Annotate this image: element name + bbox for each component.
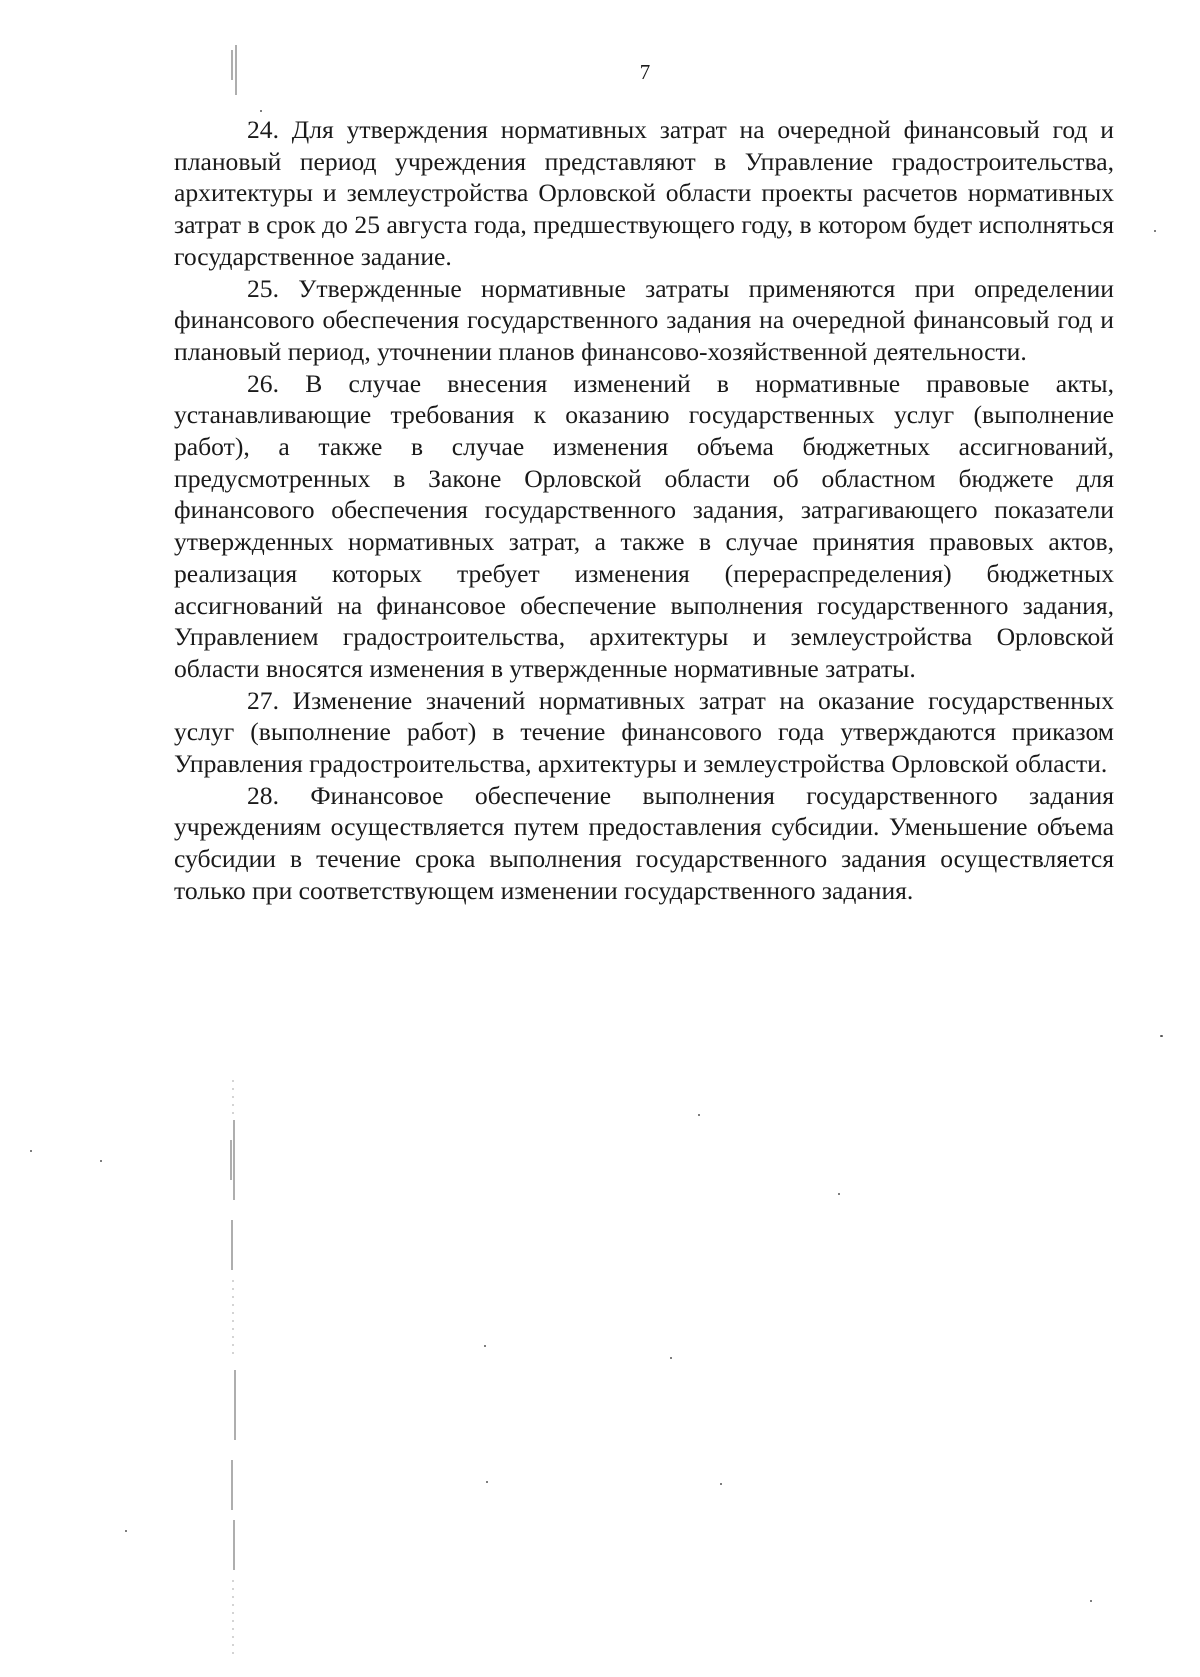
page-number: 7: [639, 60, 651, 84]
scan-speck: [486, 1481, 488, 1483]
scan-speck: [670, 1357, 672, 1359]
paragraph-27: 27. Изменение значений нормативных затрат на оказание государственных услуг (выполнение работ) в течение финансового года утверждаются приказом Управления градостроительства, архитектуры и землеустройства Орловской области.: [174, 685, 1114, 779]
scan-speck: [1154, 230, 1156, 232]
scan-speck: [125, 1530, 127, 1532]
scan-speck: [1160, 1035, 1163, 1037]
scan-speck: [720, 1483, 722, 1485]
scan-speck: [1090, 1600, 1092, 1602]
scan-speck: [484, 1345, 486, 1347]
scan-speck: [30, 1150, 32, 1152]
paragraph-28: 28. Финансовое обеспечение выполнения государственного задания учреждениям осуществляется путем предоставления субсидии. Уменьшение объема субсидии в течение срока выполнения государственного задания осуществляется только при соответствующем изменении государственного задания.: [174, 780, 1114, 905]
scan-speck: [698, 1114, 700, 1116]
scan-speck: [100, 1160, 102, 1162]
scan-speck: [260, 110, 262, 112]
scan-speck: [838, 1193, 840, 1195]
document-body: [174, 114, 1114, 907]
paragraph-26: 26. В случае внесения изменений в нормативные правовые акты, устанавливающие требования к оказанию государственных услуг (выполнение работ), а также в случае изменения объема бюджетных ассигнований, предусмотренных в Законе Орловской области об областном бюджете для финансового обеспечения государственного задания, затрагивающего показатели утвержденных нормативных затрат, а также в случае принятия правовых актов, реализация которых требует изменения (перераспределения) бюджетных ассигнований на финансовое обеспечение выполнения государственного задания, Управлением градостроительства, архитектуры и землеустройства Орловской области вносятся изменения в утвержденные нормативные затраты.: [174, 368, 1114, 683]
paragraph-24: 24. Для утверждения нормативных затрат на очередной финансовый год и плановый период учреждения представляют в Управление градостроительства, архитектуры и землеустройства Орловской области проекты расчетов нормативных затрат в срок до 25 августа года, предшествующего году, в котором будет исполняться государственное задание.: [174, 115, 1114, 271]
paragraph-25: 25. Утвержденные нормативные затраты применяются при определении финансового обеспечения государственного задания на очередной финансовый год и плановый период, уточнении планов финансово-хозяйственной деятельности.: [174, 273, 1114, 366]
